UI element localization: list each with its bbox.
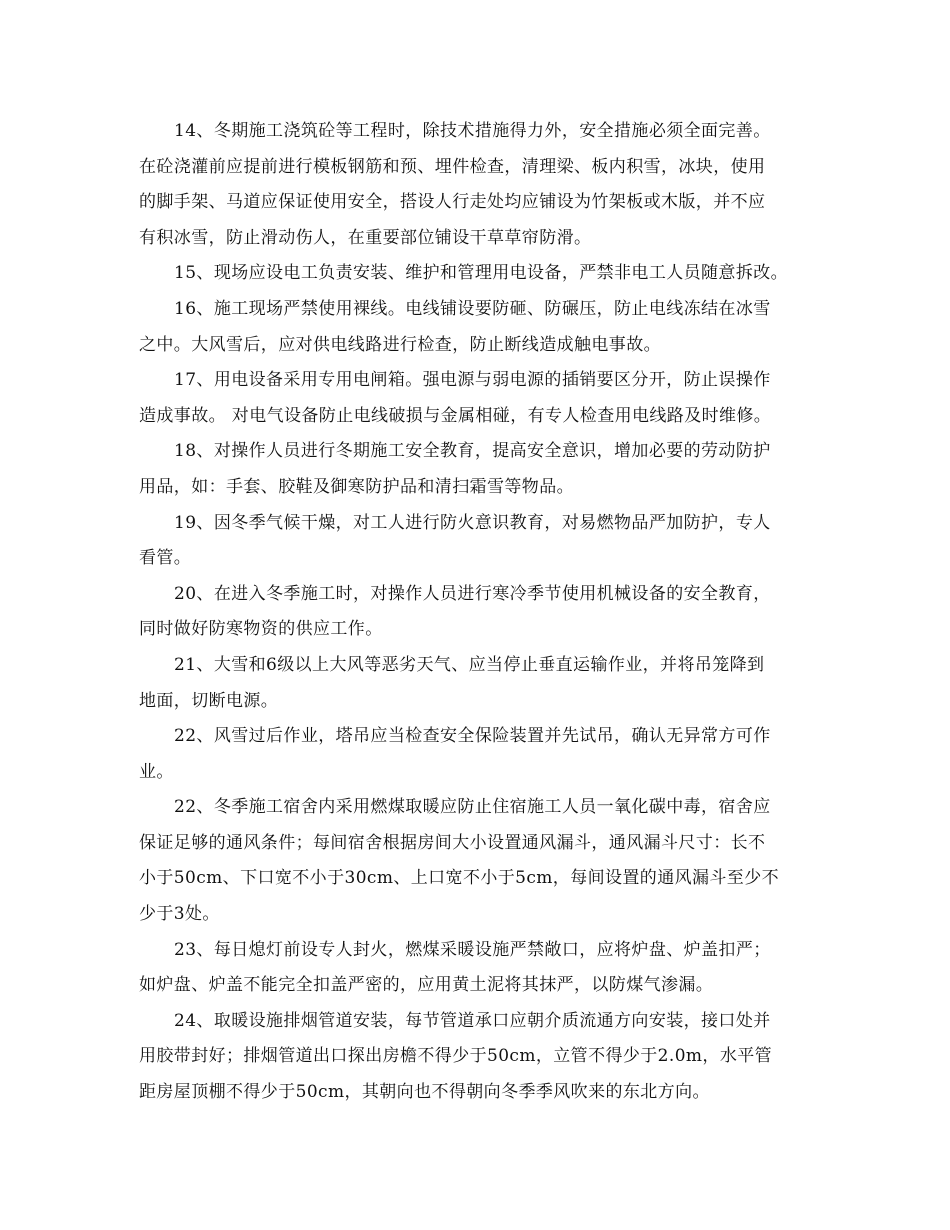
paragraph-15	[139, 256, 815, 292]
paragraph-line: 业。	[139, 761, 174, 782]
paragraph-line: 的脚手架、马道应保证使用安全，搭设人行走处均应铺设为竹架板或木版，并不应	[139, 192, 766, 213]
paragraph-17	[139, 363, 815, 434]
paragraph-line: 地面，切断电源。	[139, 690, 279, 711]
paragraph-line: 20、在进入冬季施工时，对操作人员进行寒冷季节使用机械设备的安全教育，	[174, 583, 771, 604]
paragraph-line: 少于3处。	[139, 904, 220, 925]
paragraph-line: 之中。大风雪后，应对供电线路进行检查，防止断线造成触电事故。	[139, 334, 661, 355]
paragraph-line: 16、施工现场严禁使用裸线。电线铺设要防砸、防碾压，防止电线冻结在冰雪	[174, 298, 771, 319]
paragraph-line: 有积冰雪，防止滑动伤人，在重要部位铺设干草草帘防滑。	[139, 227, 592, 248]
paragraph-line: 用品，如：手套、胶鞋及御寒防护品和清扫霜雪等物品。	[139, 476, 574, 497]
paragraph-24	[139, 1004, 815, 1111]
paragraph-line: 同时做好防寒物资的供应工作。	[139, 619, 383, 640]
paragraph-22a	[139, 719, 815, 790]
paragraph-line: 23、每日熄灯前设专人封火，燃煤采暖设施严禁敞口，应将炉盘、炉盖扣严；	[174, 939, 771, 960]
document-body	[139, 114, 815, 1111]
paragraph-23	[139, 933, 815, 1004]
paragraph-line: 造成事故。 对电气设备防止电线破损与金属相碰，有专人检查用电线路及时维修。	[139, 405, 772, 426]
paragraph-line: 15、现场应设电工负责安装、维护和管理用电设备，严禁非电工人员随意拆改。	[174, 263, 789, 284]
paragraph-line: 21、大雪和6级以上大风等恶劣天气、应当停止垂直运输作业，并将吊笼降到	[174, 654, 765, 675]
paragraph-19	[139, 506, 815, 577]
paragraph-line: 22、风雪过后作业，塔吊应当检查安全保险装置并先试吊，确认无异常方可作	[174, 726, 771, 747]
paragraph-line: 距房屋顶棚不得少于50cm，其朝向也不得朝向冬季季风吹来的东北方向。	[139, 1082, 710, 1103]
paragraph-line: 看管。	[139, 548, 192, 569]
paragraph-18	[139, 434, 815, 505]
paragraph-22b	[139, 790, 815, 932]
paragraph-21	[139, 648, 815, 719]
paragraph-line: 如炉盘、炉盖不能完全扣盖严密的，应用黄土泥将其抹严，以防煤气渗漏。	[139, 975, 714, 996]
paragraph-line: 在砼浇灌前应提前进行模板钢筋和预、埋件检查，清理梁、板内积雪，冰块，使用	[139, 156, 766, 177]
paragraph-16	[139, 292, 815, 363]
paragraph-20	[139, 577, 815, 648]
paragraph-14	[139, 114, 815, 256]
paragraph-line: 19、因冬季气候干燥，对工人进行防火意识教育，对易燃物品严加防护，专人	[174, 512, 771, 533]
paragraph-line: 小于50cm、下口宽不小于30cm、上口宽不小于5cm，每间设置的通风漏斗至少不	[139, 868, 780, 889]
paragraph-line: 22、冬季施工宿舍内采用燃煤取暖应防止住宿施工人员一氧化碳中毒，宿舍应	[174, 797, 771, 818]
paragraph-line: 保证足够的通风条件；每间宿舍根据房间大小设置通风漏斗，通风漏斗尺寸：长不	[139, 832, 766, 853]
paragraph-line: 18、对操作人员进行冬期施工安全教育，提高安全意识，增加必要的劳动防护	[174, 441, 771, 462]
paragraph-line: 14、冬期施工浇筑砼等工程时，除技术措施得力外，安全措施必须全面完善。	[174, 121, 771, 141]
paragraph-line: 17、用电设备采用专用电闸箱。强电源与弱电源的插销要区分开，防止误操作	[174, 370, 771, 391]
paragraph-line: 24、取暖设施排烟管道安装，每节管道承口应朝介质流通方向安装，接口处并	[174, 1010, 771, 1031]
paragraph-line: 用胶带封好；排烟管道出口探出房檐不得少于50cm，立管不得少于2.0m，水平管	[139, 1046, 773, 1067]
